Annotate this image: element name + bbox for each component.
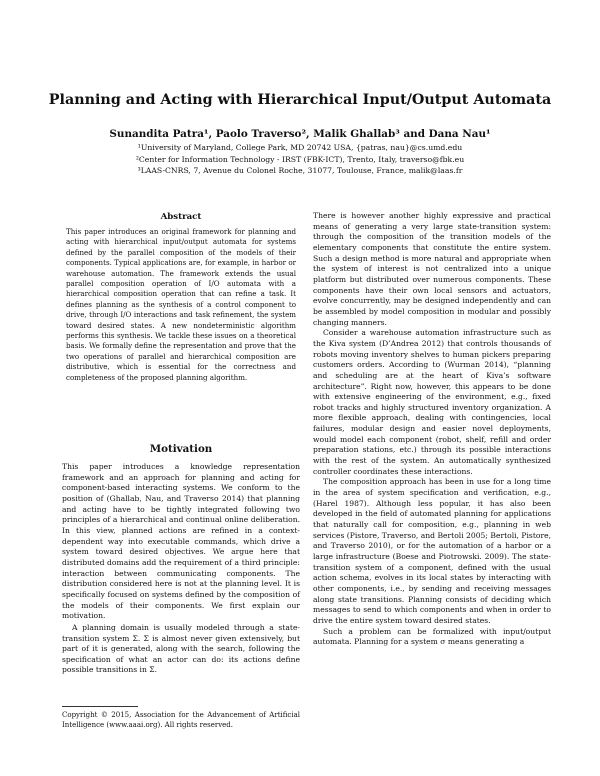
- affiliations: [0, 142, 600, 177]
- body-paragraph: Such a problem can be formalized with input/output automata. Planning for a system σ means generating a: [313, 626, 551, 647]
- body-paragraph: The composition approach has been in use for a long time in the area of system specification and verification, e.g., (Harel 1987). Although less popular, it has also been developed in the field of automated planning for applications that naturally call for composition, e.g., planning in web services (Pistore, Traverso, and Bertoli 2005; Bertoli, Pistore, and Traverso 2010), or for the automation of a harbor or a large infrastructure (Boese and Piotrowski. 2009). The state-transition system of a component, defined with the usual action schema, evolves in its local states by interacting with other components, i.e., by sending and receiving messages along state transitions. Planning consists of deciding which messages to send to which components and when in order to drive the entire system toward desired states.: [313, 477, 551, 625]
- motivation-heading: Motivation: [149, 443, 213, 455]
- affiliation-1: ¹University of Maryland, College Park, MD 20742 USA, {patras, nau}@cs.umd.edu: [137, 143, 463, 152]
- motivation-paragraph: This paper introduces a knowledge representation framework and an approach for planning and acting for component-based interacting systems. We conform to the position of (Ghallab, Nau, and Traverso 2014) that planning and acting have to be tightly integrated following two principles of a hierarchical and continual online deliberation. In this view, planned actions are refined in a context-dependent way into executable commands, which drive a system toward desired objectives. We argue here that distributed domains add the requirement of a third principle: interaction between communicating components. The distribution considered here is not at the planning level. It is specifically focused on systems defined by the composition of the models of their components. We first explain our motivation.: [62, 462, 300, 621]
- footnote-rule: [62, 706, 138, 707]
- body-paragraph: Consider a warehouse automation infrastructure such as the Kiva system (D’Andrea 2012) that controls thousands of robots moving inventory shelves to human pickers preparing customers orders. According to (Wurman 2014), “planning and scheduling are at the heart of Kiva’s software architecture”. Right now, however, this appears to be done with extensive engineering of the environment, e.g., fixed robot tracks and highly structured inventory organization. A more flexible approach, dealing with contingencies, local failures, modular design and easier novel deployments, would model each component (robot, shelf, refill and order preparation stations, etc.) through its possible interactions with the rest of the system. An automatically synthesized controller coordinates these interactions.: [313, 328, 551, 476]
- affiliation-3: ³LAAS-CNRS, 7, Avenue du Colonel Roche, 31077, Toulouse, France, malik@laas.fr: [137, 166, 463, 175]
- abstract-text: This paper introduces an original framework for planning and acting with hierarchical input/output automata for systems defined by the parallel composition of the models of their components. Typical applications are, for example, in harbor or warehouse automation. The framework extends the usual parallel composition operation of I/O automata with a hierarchical composition operation that can refine a task. It defines planning as the synthesis of a control component to drive, through I/O interactions and task refinement, the system toward desired states. A new nondeterministic algorithm performs this synthesis. We tackle these issues on a theoretical basis. We formally define the representation and prove that the two operations of parallel and hierarchical composition are distributive, which is essential for the correctness and completeness of the proposed planning algorithm.: [66, 227, 296, 382]
- author-list: Sunandita Patra¹, Paolo Traverso², Malik Ghallab³ and Dana Nau¹: [109, 128, 491, 140]
- motivation-body: [62, 462, 300, 676]
- right-column-body: [313, 211, 551, 648]
- paper-title: Planning and Acting with Hierarchical Input/Output Automata: [48, 92, 552, 108]
- copyright-notice: Copyright © 2015, Association for the Advancement of Artificial Intelligence (www.aaai.org). All rights reserved.: [62, 711, 300, 730]
- abstract-heading: Abstract: [160, 212, 202, 222]
- motivation-paragraph: A planning domain is usually modeled through a state-transition system Σ. Σ is almost never given extensively, but part of it is generated, along with the search, following the specification of what an actor can do: its actions define possible transitions in Σ.: [62, 622, 300, 675]
- body-paragraph: There is however another highly expressive and practical means of generating a very large state-transition system: through the composition of the transition models of the elementary components that constitute the entire system. Such a design method is more natural and appropriate when the system of interest is not centralized into a unique platform but distributed over numerous components. These components have their own local sensors and actuators, evolve concurrently, may be designed independently and can be assembled by model composition in modular and possibly changing manners.: [313, 211, 551, 327]
- affiliation-2: ²Center for Information Technology - IRST (FBK-ICT), Trento, Italy, traverso@fbk.eu: [135, 154, 465, 164]
